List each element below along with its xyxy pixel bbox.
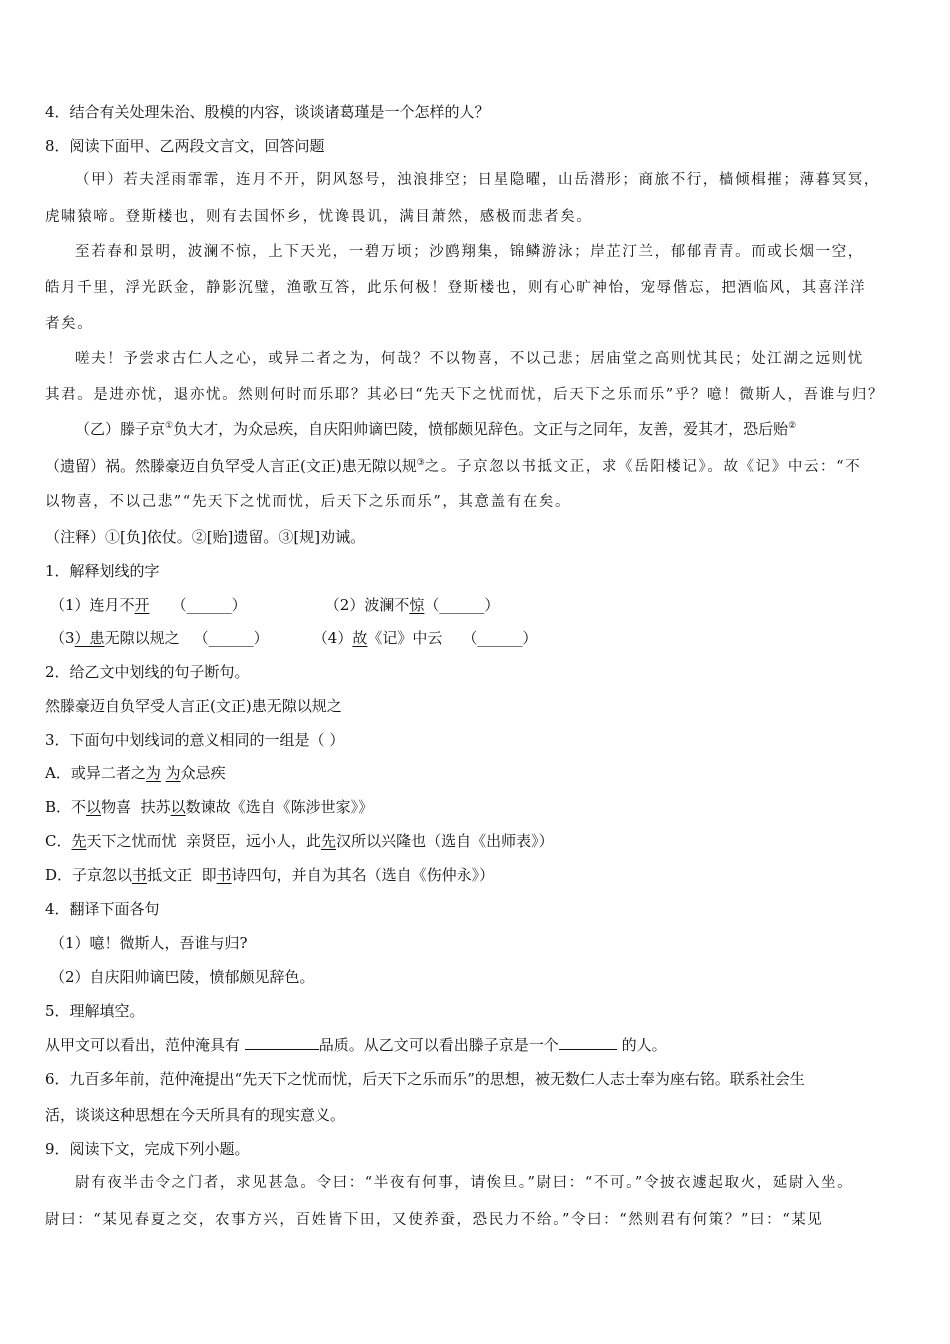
item-text: （2）波澜不	[324, 596, 410, 614]
option-a[interactable]	[45, 762, 915, 784]
option-label: A．	[45, 764, 71, 782]
subquestion-6-line2: 活，谈谈这种思想在今天所具有的现实意义。	[45, 1106, 346, 1124]
answer-blank-4[interactable]: （______）	[462, 629, 538, 647]
subquestion-1-row2	[50, 627, 920, 649]
item-text: 《记》中云	[367, 629, 443, 647]
underlined-word: 书	[132, 866, 148, 884]
passage-jia-p2-line3: 者矣。	[45, 316, 94, 332]
passage-jia-p1-line1: （甲）若夫淫雨霏霏，连月不开，阴风怒号，浊浪排空；日星隐曜，山岳潜形；商旅不行，樯倾楫摧；薄暮冥冥，	[75, 172, 880, 188]
option-b[interactable]	[45, 796, 915, 818]
subquestion-1-title: 1．解释划线的字	[45, 562, 160, 580]
passage-q9-line1: 尉有夜半击令之门者，求见甚急。令曰：“半夜有何事，请俟旦。”尉曰：“不可。”令披衣遽起取火，延尉入坐。	[75, 1175, 854, 1191]
underlined-char: 开	[134, 596, 150, 614]
item-text: 无隙以规之	[104, 629, 180, 647]
footnote-marker-1: ①	[165, 421, 174, 431]
option-text: 诗四句，并自为其名（选自《伤仲永》）	[231, 866, 495, 884]
option-text: 子京忽以	[72, 866, 133, 884]
underlined-word: 为	[145, 764, 161, 782]
option-text: 汉所以兴隆也（选自《出师表》）	[336, 832, 554, 850]
question-4-previous: 4．结合有关处理朱治、殷模的内容，谈谈诸葛瑾是一个怎样的人？	[45, 103, 490, 121]
passage-jia-p2-line2: 皓月千里，浮光跃金，静影沉璧，渔歌互答，此乐何极！登斯楼也，则有心旷神怡，宠辱偕忘，把酒临风，其喜洋洋	[45, 280, 867, 296]
option-text: 或异二者之	[70, 764, 146, 782]
passage-q9-line2: 尉曰：“某见春夏之交，农事方兴，百姓皆下田，又使养蚕，恐民力不给。”令曰：“然则君有何策？”曰：“某见	[45, 1212, 824, 1228]
passage-jia-p3-line2: 其君。是进亦忧，退亦忧。然则何时而乐耶？其必曰“先天下之忧而忧，后天下之乐而乐”乎？噫！微斯人，吾谁与归？	[45, 387, 885, 403]
subquestion-4-title: 4．翻译下面各句	[45, 900, 160, 918]
passage-jia-p3-line1: 嗟夫！予尝求古仁人之心，或异二者之为，何哉？不以物喜，不以己悲；居庙堂之高则忧其民；处江湖之远则忧	[75, 351, 864, 367]
answer-blank-2[interactable]: （______）	[424, 596, 500, 614]
subquestion-2-sentence: 然滕豪迈自负罕受人言正(文正)患无隙以规之	[45, 697, 342, 715]
item-text: （3	[50, 629, 75, 647]
underlined-word: 以	[86, 798, 102, 816]
answer-blank-3[interactable]: （______）	[193, 629, 269, 647]
passage-yi-text: 负大才，为众忌疾，自庆阳帅谪巴陵，愤郁颇见辞色。文正与之同年，友善，爱其才，恐后贻	[173, 420, 789, 438]
underlined-char: ）患	[74, 629, 105, 647]
underlined-word: 书	[216, 866, 232, 884]
item-text: （1）连月不	[50, 596, 135, 614]
subquestion-3-title: 3．下面句中划线词的意义相同的一组是（ ）	[45, 731, 345, 749]
question-9-title: 9．阅读下文，完成下列小题。	[45, 1140, 250, 1158]
option-text: 众忌疾	[180, 764, 226, 782]
underlined-word: 先	[71, 832, 87, 850]
underlined-word: 以	[170, 798, 186, 816]
fill-text: 从甲文可以看出，范仲淹具有	[45, 1036, 245, 1054]
option-text: 抵文正 即	[147, 866, 217, 884]
passage-yi-text: （遗留）祸。然滕豪迈自负罕受人言正(文正)患无隙以规	[45, 457, 417, 475]
footnotes: （注释）①[负]依仗。②[贻]遗留。③[规]劝诫。	[45, 528, 366, 546]
passage-jia-p1-line2: 虎啸猿啼。登斯楼也，则有去国怀乡，忧谗畏讥，满目萧然，感极而悲者矣。	[45, 209, 593, 225]
passage-yi-line3: 以物喜，不以己悲”“先天下之忧而忧，后天下之乐而乐”，其意盖有在矣。	[45, 494, 572, 510]
option-text: 物喜 扶苏	[101, 798, 171, 816]
underlined-word: 为	[165, 764, 181, 782]
option-c[interactable]	[45, 830, 915, 852]
subquestion-1-row1	[50, 594, 920, 616]
subquestion-5-title: 5．理解填空。	[45, 1002, 145, 1020]
option-text: 数谏故《选自《陈涉世家》》	[185, 798, 374, 816]
passage-jia-p2-line1: 至若春和景明，波澜不惊，上下天光，一碧万顷；沙鸥翔集，锦鳞游泳；岸芷汀兰，郁郁青青。而或长烟一空，	[75, 244, 864, 260]
option-text: 不	[71, 798, 87, 816]
subquestion-1-item-3	[50, 627, 308, 649]
passage-yi-line2	[45, 455, 915, 478]
passage-yi-line1	[75, 418, 915, 440]
option-text: 天下之忧而忧 亲贤臣，远小人，此	[86, 832, 322, 850]
passage-yi-text: （乙）滕子京	[75, 420, 166, 438]
question-8-title: 8．阅读下面甲、乙两段文言文，回答问题	[45, 137, 325, 155]
option-label: D．	[45, 866, 73, 884]
subquestion-4-item-2: （2）自庆阳帅谪巴陵，愤郁颇见辞色。	[50, 968, 315, 986]
option-label: C．	[45, 832, 72, 850]
subquestion-5-fill	[45, 1034, 915, 1056]
answer-blank-1[interactable]: （______）	[171, 596, 247, 614]
footnote-marker-3: ③	[416, 458, 425, 468]
subquestion-2-title: 2．给乙文中划线的句子断句。	[45, 663, 250, 681]
subquestion-4-item-1: （1）噫！微斯人，吾谁与归?	[50, 934, 248, 952]
option-d[interactable]	[45, 864, 915, 886]
subquestion-1-item-1	[50, 594, 320, 616]
underlined-char: 惊	[409, 596, 425, 614]
option-label: B．	[45, 798, 72, 816]
subquestion-1-item-2	[325, 596, 500, 614]
fill-text: 的人。	[616, 1036, 667, 1054]
item-text: （4）	[312, 629, 353, 647]
underlined-word: 先	[321, 832, 337, 850]
underlined-char: 故	[352, 629, 368, 647]
passage-yi-text: 之。子京忽以书抵文正，求《岳阳楼记》。故《记》中云：“不	[424, 459, 862, 475]
subquestion-1-item-4	[313, 629, 538, 647]
fill-text: 品质。从乙文可以看出滕子京是一个	[318, 1036, 559, 1054]
subquestion-6-line1: 6．九百多年前，范仲淹提出“先天下之忧而忧，后天下之乐而乐”的思想，被无数仁人志士奉为座右铭。联系社会生	[45, 1070, 805, 1088]
fill-blank-2[interactable]	[559, 1035, 617, 1050]
fill-blank-1[interactable]	[245, 1035, 319, 1050]
footnote-marker-2: ②	[788, 421, 797, 431]
